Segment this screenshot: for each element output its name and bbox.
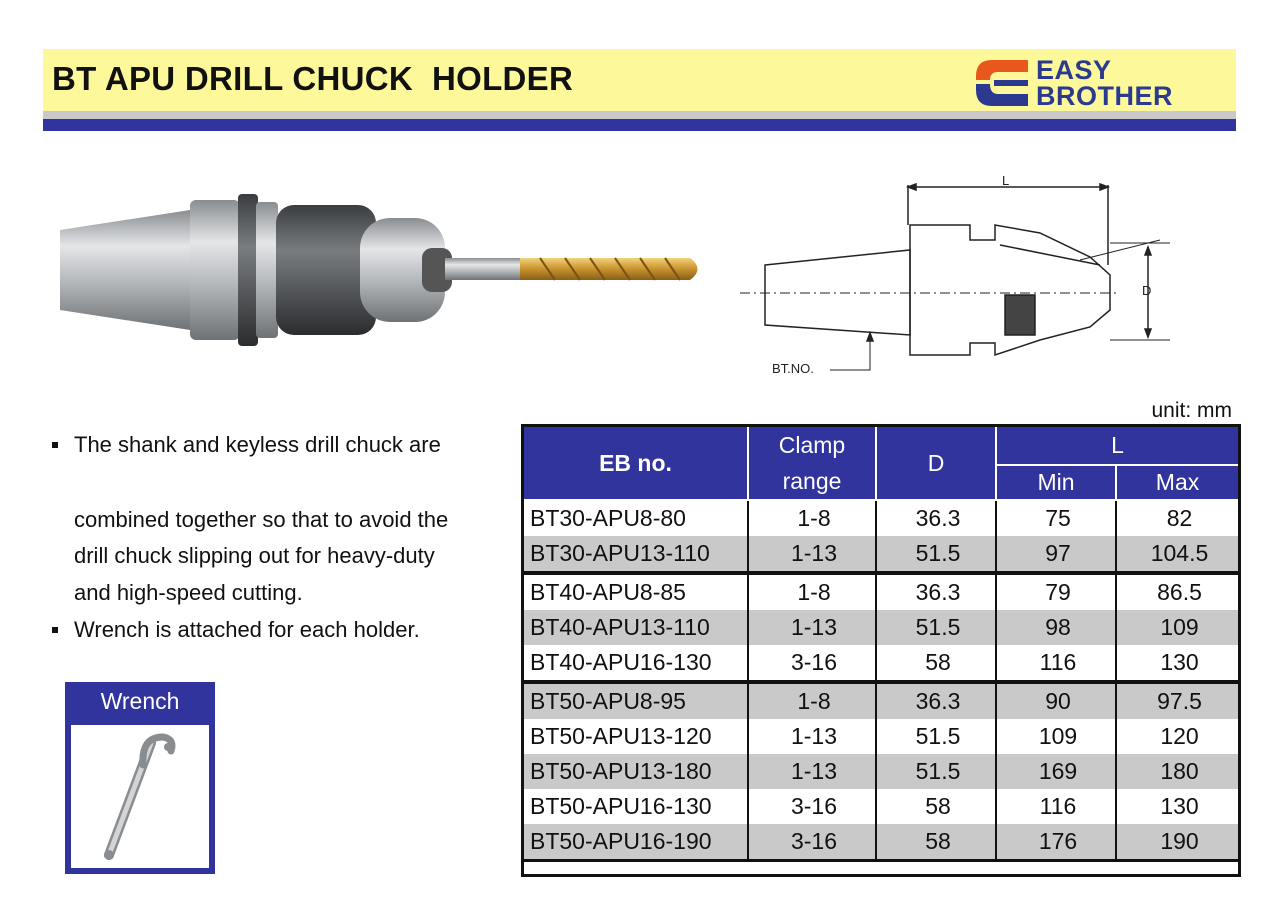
brand-logo: [972, 55, 1228, 111]
cell-min: 79: [996, 573, 1116, 610]
header-d-text: D: [927, 449, 945, 476]
brand-word-brother: BROTHER: [1036, 81, 1173, 111]
cell-min: 176: [996, 824, 1116, 861]
table-row: [523, 719, 1239, 754]
cell-d: 36.3: [876, 682, 996, 719]
cell-clamp: 3-16: [748, 824, 876, 861]
cell-d: 36.3: [876, 500, 996, 536]
cell-clamp: 3-16: [748, 645, 876, 682]
cell-min: 98: [996, 610, 1116, 645]
cell-d: 51.5: [876, 719, 996, 754]
header-eb-no-text: EB no.: [599, 449, 672, 476]
cell-clamp: 1-13: [748, 754, 876, 789]
table-row: [523, 789, 1239, 824]
cell-max: 130: [1116, 645, 1239, 682]
header-rule-blue: [43, 119, 1236, 131]
wrench-panel: [65, 682, 215, 874]
cell-max: 109: [1116, 610, 1239, 645]
wrench-image-frame: [71, 725, 209, 868]
table-row: [523, 573, 1239, 610]
bullet-2-line-1: Wrench is attached for each holder.: [74, 617, 420, 642]
table-row: [523, 536, 1239, 573]
page-title: BT APU DRILL CHUCK HOLDER: [52, 60, 574, 97]
cell-d: 51.5: [876, 754, 996, 789]
table-row: [523, 754, 1239, 789]
table-row: [523, 824, 1239, 861]
cell-max: 120: [1116, 719, 1239, 754]
bullet-dot: [52, 627, 58, 633]
header-clamp-range: [748, 426, 876, 500]
cell-d: 51.5: [876, 610, 996, 645]
table-row: [523, 610, 1239, 645]
cell-max: 180: [1116, 754, 1239, 789]
header-eb-no: [523, 426, 748, 500]
cell-code: BT30-APU13-110: [523, 536, 748, 573]
bt-no-label: BT.NO.: [772, 361, 814, 376]
cell-clamp: 1-13: [748, 536, 876, 573]
cell-max: 104.5: [1116, 536, 1239, 573]
unit-label: unit: mm: [1151, 399, 1232, 422]
cell-clamp: 1-13: [748, 610, 876, 645]
header-clamp-line2: range: [782, 468, 842, 494]
brand-logo-mark-icon: [972, 58, 1030, 108]
cell-code: BT50-APU13-120: [523, 719, 748, 754]
header-min: [996, 465, 1116, 500]
cell-d: 36.3: [876, 573, 996, 610]
cell-min: 75: [996, 500, 1116, 536]
table-row: [523, 500, 1239, 536]
cell-max: 86.5: [1116, 573, 1239, 610]
dim-d-label: D: [1142, 283, 1152, 298]
wrench-title: Wrench: [100, 688, 180, 714]
header-max: [1116, 465, 1239, 500]
cell-code: BT40-APU8-85: [523, 573, 748, 610]
cell-clamp: 1-13: [748, 719, 876, 754]
cell-max: 130: [1116, 789, 1239, 824]
bullet-dot: [52, 442, 58, 448]
cell-code: BT50-APU8-95: [523, 682, 748, 719]
cell-d: 58: [876, 789, 996, 824]
bullet-1-line-2: combined together so that to avoid the: [74, 507, 449, 532]
product-photo: [50, 180, 715, 360]
header-l-text: L: [1111, 432, 1124, 459]
cell-min: 109: [996, 719, 1116, 754]
header-rule-gray: [43, 111, 1236, 119]
table-row: [523, 645, 1239, 682]
header-l: [996, 426, 1239, 465]
cell-d: 51.5: [876, 536, 996, 573]
header-clamp-line1: Clamp: [778, 432, 846, 458]
cell-d: 58: [876, 645, 996, 682]
cell-max: 82: [1116, 500, 1239, 536]
header-max-text: Max: [1155, 469, 1200, 496]
cell-max: 97.5: [1116, 682, 1239, 719]
spec-table-body: [523, 500, 1239, 861]
cell-min: 116: [996, 789, 1116, 824]
cell-min: 116: [996, 645, 1116, 682]
cell-code: BT50-APU16-190: [523, 824, 748, 861]
cell-clamp: 3-16: [748, 789, 876, 824]
cell-clamp: 1-8: [748, 682, 876, 719]
bullet-1-line-1: The shank and keyless drill chuck are: [74, 432, 441, 457]
header-min-text: Min: [1037, 469, 1075, 496]
cell-code: BT30-APU8-80: [523, 500, 748, 536]
header-d: [876, 426, 996, 500]
cell-clamp: 1-8: [748, 500, 876, 536]
spec-table: [522, 425, 1240, 862]
bullet-1-line-3: drill chuck slipping out for heavy-duty: [74, 543, 435, 568]
cell-d: 58: [876, 824, 996, 861]
cell-code: BT40-APU16-130: [523, 645, 748, 682]
cell-max: 190: [1116, 824, 1239, 861]
cell-code: BT50-APU13-180: [523, 754, 748, 789]
cell-code: BT50-APU16-130: [523, 789, 748, 824]
table-row: [523, 682, 1239, 719]
dim-l-label: L: [1002, 173, 1010, 188]
cell-min: 97: [996, 536, 1116, 573]
cell-clamp: 1-8: [748, 573, 876, 610]
cell-min: 90: [996, 682, 1116, 719]
cell-code: BT40-APU13-110: [523, 610, 748, 645]
brand-word-easy: EASY: [1036, 55, 1112, 85]
bullet-1-line-4: and high-speed cutting.: [74, 580, 303, 605]
dimension-drawing: [740, 165, 1180, 385]
wrench-icon: [71, 725, 209, 868]
cell-min: 169: [996, 754, 1116, 789]
